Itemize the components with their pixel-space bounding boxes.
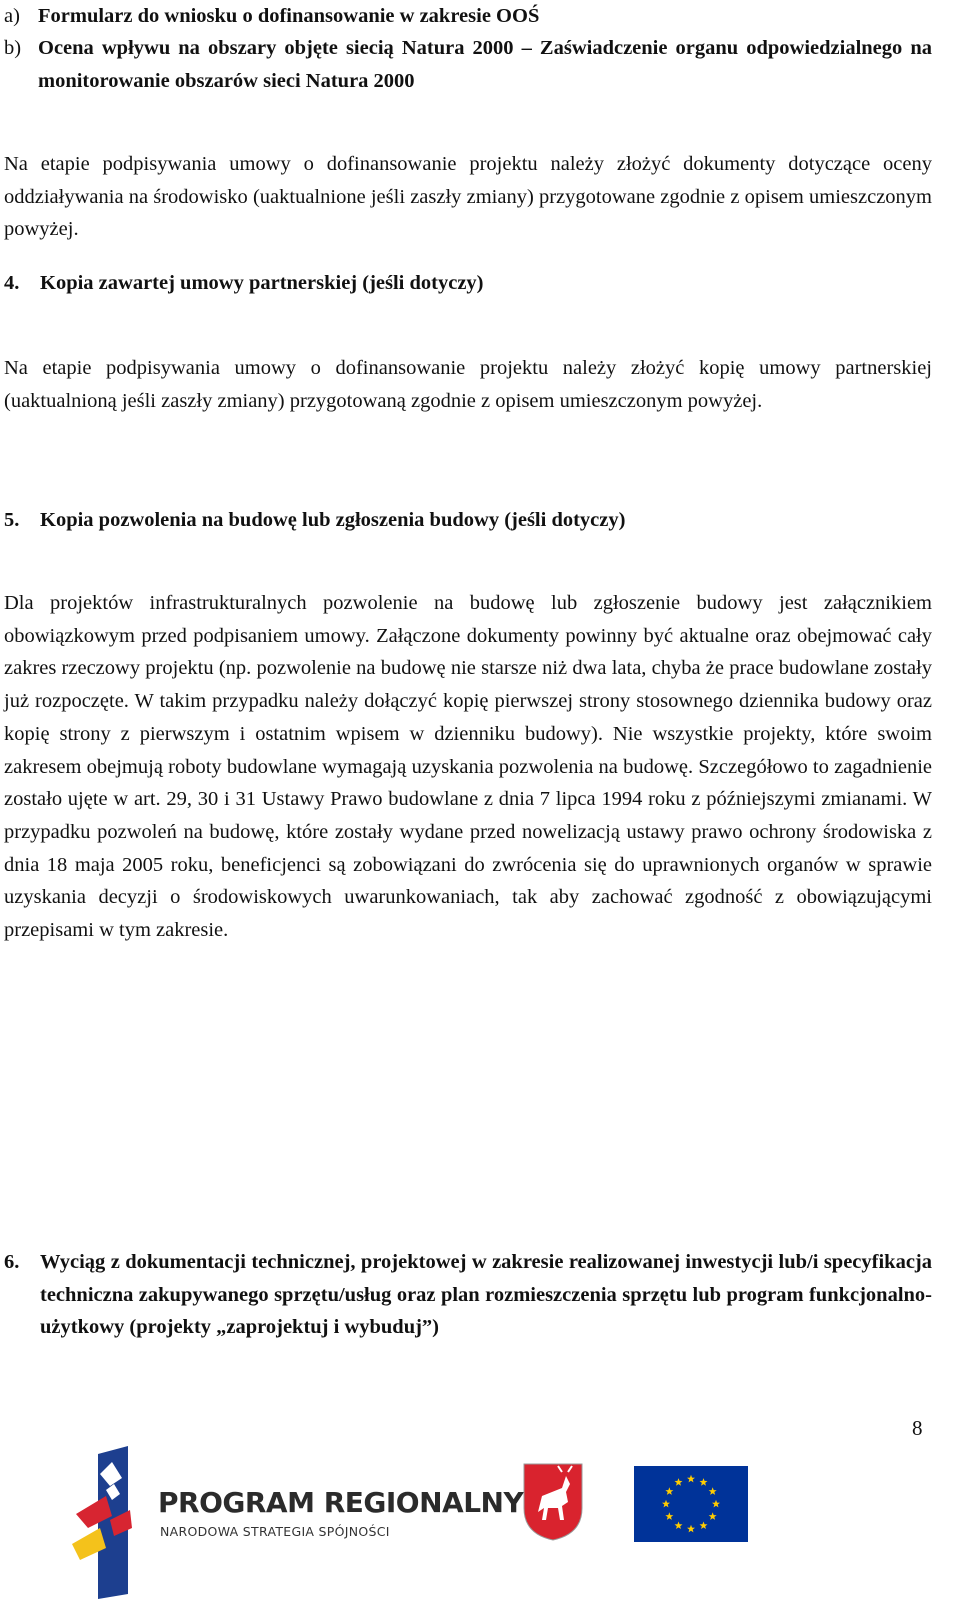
paragraph-partnership: Na etapie podpisywania umowy o dofinansowanie projektu należy złożyć kopię umowy partnerskiej (uaktualnioną jeśli zaszły zmiany) przygotowaną zgodnie z opisem umieszczonym powyżej. [4, 357, 932, 412]
section-5-heading [4, 504, 932, 537]
footer-logos [0, 1436, 960, 1610]
section-title: Wyciąg z dokumentacji technicznej, projektowej w zakresie realizowanej inwestycji lub/i specyfikacja techniczna zakupywanego sprzętu/usług oraz plan rozmieszczenia sprzętu lub program funkcjonalno-użytkowy (projekty „zaprojektuj i wybuduj”) [40, 1251, 932, 1339]
list-item-text: Formularz do wniosku o dofinansowanie w zakresie OOŚ [38, 5, 540, 27]
section-number: 5. [4, 509, 20, 531]
list-item-a [4, 0, 932, 33]
page-number: 8 [912, 1416, 923, 1440]
list-marker: a) [4, 5, 20, 27]
list-marker: b) [4, 37, 22, 59]
section-title: Kopia zawartej umowy partnerskiej (jeśli dotyczy) [40, 272, 484, 294]
section-6-heading [4, 1246, 932, 1344]
program-subtitle: NARODOWA STRATEGIA SPÓJNOŚCI [160, 1524, 390, 1539]
eu-flag-icon [634, 1466, 748, 1542]
section-number: 6. [4, 1251, 20, 1273]
list-item-text: Ocena wpływu na obszary objęte siecią Natura 2000 – Zaświadczenie organu odpowiedzialnego na monitorowanie obszarów sieci Natura 2000 [38, 37, 932, 92]
program-regionalny-logo-icon [70, 1444, 150, 1599]
paragraph-oos: Na etapie podpisywania umowy o dofinansowanie projektu należy złożyć dokumenty dotyczące oceny oddziaływania na środowisko (uaktualnione jeśli zaszły zmiany) przygotowane zgodnie z opisem umieszczonym powyżej. [4, 153, 932, 241]
list-item-b [4, 32, 932, 97]
section-title: Kopia pozwolenia na budowę lub zgłoszenia budowy (jeśli dotyczy) [40, 509, 626, 531]
paragraph-building-permit: Dla projektów infrastrukturalnych pozwolenie na budowę lub zgłoszenie budowy jest załącznikiem obowiązkowym przed podpisaniem umowy. Załączone dokumenty powinny być aktualne oraz obejmować cały zakres rzeczowy projektu (np. pozwolenie na budowę nie starsze niż dwa lata, chyba że prace budowlane zostały już rozpoczęte. W takim przypadku należy dołączyć kopię pierwszej strony stosownego dziennika budowy oraz kopię strony z pierwszym i ostatnim wpisem w dzienniku budowy). Nie wszystkie projekty, które swoim zakresem obejmują roboty budowlane wymagają uzyskania pozwolenia na budowę. Szczegółowo to zagadnienie zostało ujęte w art. 29, 30 i 31 Ustawy Prawo budowlane z dnia 7 lipca 1994 roku z późniejszymi zmianami. W przypadku pozwoleń na budowę, które zostały wydane przed nowelizacją ustawy prawo ochrony środowiska z dnia 18 maja 2005 roku, beneficjenci są zobowiązani do zwrócenia się do uprawnionych organów w sprawie uzyskania decyzji o środowiskowych uwarunkowaniach, tak aby zachować zgodność z obowiązującymi przepisami w tym zakresie. [4, 592, 932, 942]
program-title: PROGRAM REGIONALNY [158, 1486, 524, 1519]
section-number: 4. [4, 272, 20, 294]
section-4-heading [4, 267, 932, 300]
lubelskie-crest-icon [522, 1462, 584, 1542]
